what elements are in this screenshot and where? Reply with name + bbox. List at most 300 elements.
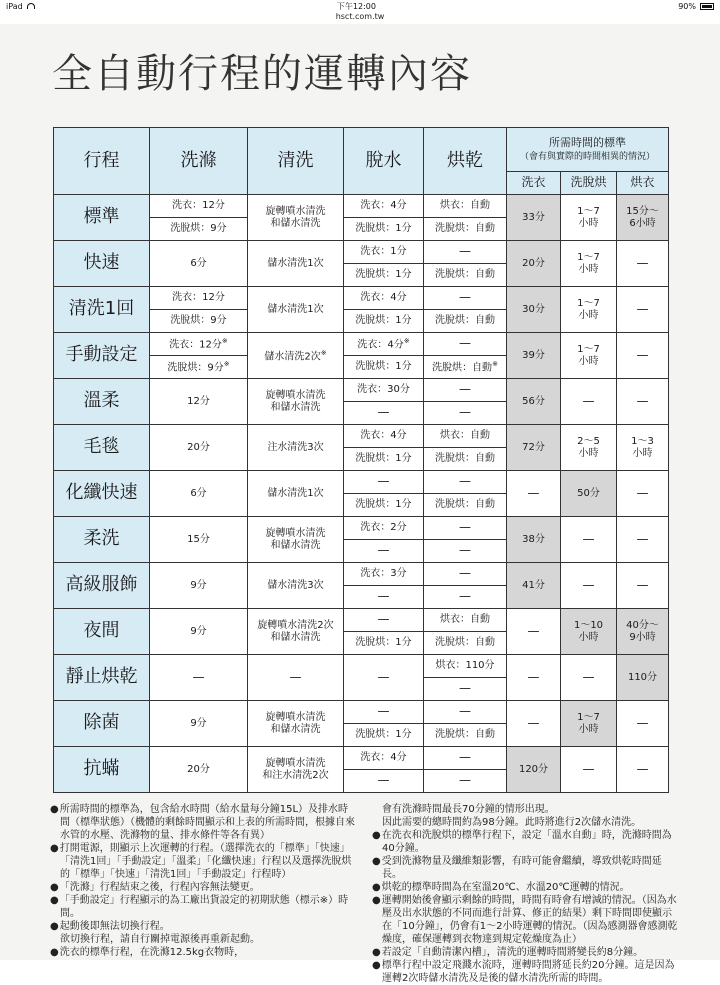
time-value: —: [527, 669, 540, 684]
wash-cell: [150, 655, 248, 701]
dry-cell: —: [424, 586, 507, 609]
t-washdry-cell: [561, 517, 617, 563]
wash-cell: [150, 333, 248, 356]
dry-cell: [424, 264, 507, 287]
spin-cell: [344, 264, 424, 287]
rinse-text: 旋轉噴水清洗 和儲水清洗: [265, 206, 326, 229]
rinse-cell: [248, 287, 344, 333]
rinse-cell: [248, 701, 344, 747]
time-value: 1～7 小時: [577, 252, 600, 275]
program-name: 標準: [54, 195, 150, 241]
dry-cell: —: [424, 701, 507, 724]
rinse-text: 旋轉噴水清洗 和儲水清洗: [265, 528, 326, 551]
time-value: —: [636, 347, 649, 362]
header-time-group: [507, 128, 669, 172]
header-time-note: （會有與實際的時間相異的情況）: [519, 151, 655, 162]
program-name: 高級服飾: [54, 563, 150, 609]
cell-key: 洗脫烘: [355, 269, 386, 281]
cell-value: ：9分: [200, 315, 227, 327]
rinse-text: 旋轉噴水清洗2次 和儲水清洗: [257, 620, 334, 643]
cell-value: ：110分: [455, 660, 495, 672]
header-t-wash: 洗衣: [507, 172, 561, 195]
cell-key: 洗衣: [360, 568, 381, 580]
t-washdry-cell: [561, 747, 617, 793]
header-program: 行程: [54, 128, 150, 195]
cell-value: ：30分: [377, 384, 410, 396]
table-row: [54, 563, 669, 586]
t-wash-cell: [507, 333, 561, 379]
time-value: 1～7 小時: [577, 344, 600, 367]
rinse-cell: [248, 241, 344, 287]
note-item: 欲切換行程，請自行關掉電源後再重新起動。: [60, 934, 260, 945]
time-value: —: [636, 715, 649, 730]
table-row: [54, 333, 669, 356]
time-value: —: [636, 255, 649, 270]
dry-cell: [424, 655, 507, 678]
table-row: [54, 471, 669, 494]
time-value: 33分: [522, 211, 545, 223]
cell-key: 洗脫烘: [435, 499, 465, 511]
time-value: —: [636, 393, 649, 408]
t-washdry-cell: [561, 609, 617, 655]
cell-key: 洗脫烘: [435, 223, 465, 235]
cell-key: 烘衣: [435, 660, 456, 672]
spin-cell: [344, 655, 424, 701]
t-washdry-cell: [561, 333, 617, 379]
time-value: —: [582, 761, 595, 776]
t-dry-cell: [617, 517, 669, 563]
cell-value: ：12分: [189, 339, 222, 351]
program-table: [53, 127, 669, 793]
t-dry-cell: [617, 655, 669, 701]
notes-right-column: [372, 803, 680, 985]
t-dry-cell: [617, 241, 669, 287]
table-row: [54, 287, 669, 310]
time-value: —: [582, 531, 595, 546]
cell-value: ：1分: [385, 361, 412, 373]
page-title: 全自動行程的運轉內容: [52, 51, 472, 97]
header-spin: 脫水: [344, 128, 424, 195]
cell-value: ：1分: [385, 269, 412, 281]
cell-key: 洗脫烘: [435, 453, 465, 465]
dry-cell: [424, 218, 507, 241]
wash-text: 6分: [190, 487, 207, 499]
spin-cell: [344, 448, 424, 471]
time-value: —: [636, 577, 649, 592]
cell-value: ：自動: [465, 729, 495, 741]
cell-key: 烘衣: [440, 614, 460, 626]
spin-cell: [344, 747, 424, 770]
spin-cell: [344, 724, 424, 747]
wash-cell: [150, 517, 248, 563]
time-value: —: [582, 577, 595, 592]
rinse-text: 儲水清洗1次: [267, 303, 324, 315]
t-dry-cell: [617, 609, 669, 655]
dry-cell: —: [424, 747, 507, 770]
header-rinse: 清洗: [248, 128, 344, 195]
wash-text: 6分: [190, 257, 207, 269]
note-item: ● 所需時間的標準為，包含給水時間（給水量每分鐘15L）及排水時間（標準狀態）（機體的剩餘時間顯示和上表的所需時間，根據自來水管的水壓、洗滌物的量、排水條件等各有異）: [50, 803, 358, 842]
note-item: ● 受到洗滌物量及纖維類影響，有時可能會繼續，導致烘乾時間延長。: [372, 855, 680, 881]
table-row: [54, 609, 669, 632]
time-value: 1～7 小時: [577, 298, 600, 321]
t-washdry-cell: [561, 241, 617, 287]
cell-value: ：自動: [465, 315, 495, 327]
wash-cell: [150, 425, 248, 471]
cell-value: ：自動: [460, 614, 490, 626]
t-wash-cell: [507, 471, 561, 517]
dry-cell: —: [424, 563, 507, 586]
cell-key: 洗脫烘: [355, 729, 386, 741]
table-row: [54, 241, 669, 264]
cell-value: ：9分: [197, 362, 224, 374]
cell-key: 洗脫烘: [435, 637, 465, 649]
cell-value: ：自動: [460, 200, 490, 212]
cell-key: 洗衣: [360, 292, 381, 304]
cell-key: 烘衣: [440, 430, 460, 442]
note-mark: ※: [221, 337, 228, 346]
header-wash: 洗滌: [150, 128, 248, 195]
wash-cell: [150, 241, 248, 287]
t-washdry-cell: [561, 195, 617, 241]
spin-cell: —: [344, 609, 424, 632]
cell-value: ：4分: [380, 752, 407, 764]
cell-key: 烘衣: [440, 200, 460, 212]
cell-value: ：3分: [380, 568, 407, 580]
note-mark: ※: [320, 348, 327, 357]
cell-value: ：12分: [192, 292, 225, 304]
program-name: 溫柔: [54, 379, 150, 425]
header-time-title: 所需時間的標準: [549, 135, 626, 149]
cell-key: 洗衣: [172, 200, 193, 212]
time-value: 30分: [522, 303, 545, 315]
spin-cell: —: [344, 586, 424, 609]
dry-cell: [424, 632, 507, 655]
cell-value: ：4分: [380, 292, 407, 304]
rinse-text: 旋轉噴水清洗 和儲水清洗: [265, 390, 326, 413]
cell-value: ：1分: [380, 246, 407, 258]
dry-cell: [424, 356, 507, 379]
spin-cell: —: [344, 701, 424, 724]
spin-cell: —: [344, 471, 424, 494]
rinse-text: —: [289, 669, 302, 684]
rinse-text: 旋轉噴水清洗 和注水清洗2次: [262, 758, 329, 781]
spin-cell: [344, 517, 424, 540]
time-value: 56分: [522, 395, 545, 407]
table-row: [54, 425, 669, 448]
wash-cell: [150, 747, 248, 793]
t-wash-cell: [507, 379, 561, 425]
wash-text: —: [192, 669, 205, 684]
t-washdry-cell: [561, 425, 617, 471]
wash-text: 20分: [187, 441, 210, 453]
wash-cell: [150, 471, 248, 517]
url-text: hsct.com.tw: [335, 12, 385, 21]
dry-cell: [424, 310, 507, 333]
cell-value: ：1分: [385, 499, 412, 511]
wash-cell: [150, 379, 248, 425]
t-washdry-cell: [561, 701, 617, 747]
time-value: —: [636, 761, 649, 776]
time-value: 40分～ 9小時: [626, 620, 659, 643]
dry-cell: [424, 494, 507, 517]
rinse-text: 儲水清洗1次: [267, 487, 324, 499]
rinse-text: 旋轉噴水清洗 和儲水清洗: [265, 712, 326, 735]
table-row: [54, 701, 669, 724]
spin-cell: [344, 333, 424, 356]
wash-text: 9分: [190, 717, 207, 729]
note-item: ● 「手動設定」行程顯示的為工廠出貨設定的初期狀態（標示※）時間。: [50, 894, 358, 920]
time-value: 110分: [627, 671, 658, 683]
battery-icon: [700, 3, 714, 10]
note-item: ● 「洗滌」行程結束之後，行程內容無法變更。: [50, 881, 358, 894]
spin-cell: —: [344, 540, 424, 563]
t-washdry-cell: [561, 563, 617, 609]
time-value: 1～7 小時: [577, 712, 600, 735]
time-value: 20分: [522, 257, 545, 269]
note-item: 因此需要的總時間約為98分鐘。此時將進行2次儲水清洗。: [382, 817, 642, 828]
note-item: ● 打開電源，則顯示上次運轉的行程。（選擇洗衣的「標準」「快速」「清洗1回」「手動設定」「溫柔」「化纖快速」行程以及選擇洗脫烘的「標準」「快速」「清洗1回」「手動設定」行程時）: [50, 842, 358, 881]
wash-text: 12分: [187, 395, 210, 407]
dry-cell: [424, 425, 507, 448]
dry-cell: [424, 609, 507, 632]
cell-key: 洗脫烘: [435, 729, 465, 741]
table-row: [54, 517, 669, 540]
cell-value: ：2分: [380, 522, 407, 534]
wash-text: 9分: [190, 625, 207, 637]
spin-cell: [344, 563, 424, 586]
t-wash-cell: [507, 655, 561, 701]
dry-cell: —: [424, 770, 507, 793]
spin-cell: [344, 425, 424, 448]
cell-key: 洗脫烘: [355, 637, 386, 649]
cell-key: 洗脫烘: [167, 362, 198, 374]
program-name: 除菌: [54, 701, 150, 747]
spin-cell: [344, 379, 424, 402]
spin-cell: —: [344, 402, 424, 425]
cell-value: ：自動: [465, 453, 495, 465]
dry-cell: —: [424, 379, 507, 402]
table-row: [54, 195, 669, 218]
header-dry: 烘乾: [424, 128, 507, 195]
t-dry-cell: [617, 747, 669, 793]
cell-key: 洗衣: [357, 384, 378, 396]
cell-value: ：9分: [200, 223, 227, 235]
dry-cell: [424, 195, 507, 218]
time-value: —: [527, 623, 540, 638]
program-name: 靜止烘乾: [54, 655, 150, 701]
dry-cell: [424, 448, 507, 471]
wash-cell: [150, 701, 248, 747]
table-row: [54, 655, 669, 678]
note-mark: ※: [403, 337, 410, 346]
t-dry-cell: [617, 563, 669, 609]
t-wash-cell: [507, 241, 561, 287]
wash-cell: [150, 563, 248, 609]
spin-cell: [344, 195, 424, 218]
cell-key: 洗衣: [360, 522, 381, 534]
t-washdry-cell: [561, 287, 617, 333]
rinse-cell: [248, 609, 344, 655]
time-value: 1～7 小時: [577, 206, 600, 229]
cell-key: 洗衣: [169, 339, 190, 351]
rinse-cell: [248, 517, 344, 563]
t-washdry-cell: [561, 379, 617, 425]
wash-cell: [150, 356, 248, 379]
rinse-cell: [248, 333, 344, 379]
cell-value: ：4分: [380, 200, 407, 212]
cell-key: 洗脫烘: [355, 499, 386, 511]
note-mark: ※: [223, 360, 230, 369]
dry-cell: —: [424, 402, 507, 425]
cell-value: ：1分: [385, 223, 412, 235]
rinse-cell: [248, 425, 344, 471]
rinse-text: 注水清洗3次: [267, 441, 324, 453]
spin-cell: [344, 494, 424, 517]
program-name: 清洗1回: [54, 287, 150, 333]
t-dry-cell: [617, 471, 669, 517]
time-value: 1～3 小時: [631, 436, 654, 459]
cell-key: 洗脫烘: [432, 362, 463, 374]
cell-value: ：1分: [385, 453, 412, 465]
t-wash-cell: [507, 609, 561, 655]
t-wash-cell: [507, 195, 561, 241]
header-t-washdry: 洗脫烘: [561, 172, 617, 195]
cell-key: 洗脫烘: [170, 315, 201, 327]
rinse-text: 儲水清洗3次: [267, 579, 324, 591]
url-bar[interactable]: [0, 12, 720, 24]
status-bar: [0, 0, 720, 12]
rinse-cell: [248, 195, 344, 241]
dry-cell: [424, 724, 507, 747]
cell-key: 洗脫烘: [435, 269, 465, 281]
note-item: ● 洗衣的標準行程，在洗滌12.5kg衣物時，: [50, 946, 358, 959]
program-name: 手動設定: [54, 333, 150, 379]
rinse-text: 儲水清洗1次: [267, 257, 324, 269]
cell-value: ：1分: [385, 637, 412, 649]
cell-key: 洗衣: [360, 752, 381, 764]
dry-cell: —: [424, 517, 507, 540]
cell-key: 洗衣: [360, 200, 381, 212]
program-name: 夜間: [54, 609, 150, 655]
wash-cell: [150, 609, 248, 655]
rinse-cell: [248, 655, 344, 701]
table-row: [54, 747, 669, 770]
t-dry-cell: [617, 379, 669, 425]
time-value: —: [636, 531, 649, 546]
dry-cell: —: [424, 333, 507, 356]
t-wash-cell: [507, 563, 561, 609]
rinse-text: 儲水清洗2次: [264, 350, 321, 362]
cell-value: ：自動: [462, 362, 493, 374]
cell-value: ：自動: [465, 499, 495, 511]
cell-value: ：1分: [385, 729, 412, 741]
time-value: 120分: [518, 763, 549, 775]
spin-cell: [344, 356, 424, 379]
time-value: 72分: [522, 441, 545, 453]
spin-cell: [344, 241, 424, 264]
cell-key: 洗脫烘: [355, 453, 386, 465]
cell-value: ：自動: [460, 430, 490, 442]
t-wash-cell: [507, 701, 561, 747]
cell-value: ：4分: [377, 339, 404, 351]
time-value: 39分: [522, 349, 545, 361]
cell-value: ：自動: [465, 637, 495, 649]
cell-value: ：12分: [192, 200, 225, 212]
time-value: 2～5 小時: [577, 436, 600, 459]
time-value: 41分: [522, 579, 545, 591]
t-wash-cell: [507, 517, 561, 563]
program-name: 抗蟎: [54, 747, 150, 793]
cell-key: 洗脫烘: [355, 223, 386, 235]
rinse-cell: [248, 563, 344, 609]
t-washdry-cell: [561, 471, 617, 517]
t-dry-cell: [617, 425, 669, 471]
program-name: 化纖快速: [54, 471, 150, 517]
dry-cell: —: [424, 678, 507, 701]
notes: [50, 803, 680, 985]
t-washdry-cell: [561, 655, 617, 701]
cell-key: 洗脫烘: [435, 315, 465, 327]
device-label: iPad: [6, 1, 23, 11]
note-item: ● 烘乾的標準時間為在室溫20℃、水溫20℃運轉的情況。: [372, 881, 680, 894]
cell-value: ：1分: [385, 315, 412, 327]
cell-value: ：自動: [465, 269, 495, 281]
note-item: ● 標準行程中設定飛濺水流時，運轉時間將延長約20分鐘。這是因為運轉2次時儲水清洗及是後的儲水清洗所需的時間。: [372, 959, 680, 985]
time-value: —: [636, 485, 649, 500]
status-time: 下午12:00: [336, 1, 376, 11]
table-row: [54, 379, 669, 402]
wash-cell: [150, 218, 248, 241]
t-wash-cell: [507, 425, 561, 471]
wash-cell: [150, 195, 248, 218]
time-value: —: [527, 715, 540, 730]
t-dry-cell: [617, 701, 669, 747]
note-item: ● 在洗衣和洗脫烘的標準行程下，設定「溫水自動」時，洗滌時間為40分鐘。: [372, 829, 680, 855]
program-name: 毛毯: [54, 425, 150, 471]
wash-cell: [150, 287, 248, 310]
note-item: ● 起動後即無法切換行程。: [50, 920, 358, 933]
wash-text: 15分: [187, 533, 210, 545]
time-value: 38分: [522, 533, 545, 545]
spin-cell: [344, 287, 424, 310]
document-page: [0, 24, 720, 984]
battery-percent: 90%: [678, 1, 696, 11]
t-wash-cell: [507, 287, 561, 333]
rinse-cell: [248, 471, 344, 517]
spin-cell: —: [344, 770, 424, 793]
t-dry-cell: [617, 333, 669, 379]
time-value: 50分: [577, 487, 600, 499]
note-item: ● 運轉開始後會顯示剩餘的時間，時間有時會有增減的情況。（因為水壓及出水狀態的不同而進行計算、修正的結果）剩下時間即使顯示在「10分鐘」，仍會有1～2小時運轉的情況。（因為感測器會感測乾燥度，確保運轉到衣物達到規定乾燥度為止）: [372, 894, 680, 946]
t-dry-cell: [617, 195, 669, 241]
t-wash-cell: [507, 747, 561, 793]
notes-left-column: [50, 803, 358, 985]
wash-cell: [150, 310, 248, 333]
time-value: —: [636, 301, 649, 316]
cell-value: ：4分: [380, 430, 407, 442]
time-value: 15分～ 6小時: [626, 206, 659, 229]
program-name: 柔洗: [54, 517, 150, 563]
dry-cell: —: [424, 287, 507, 310]
wifi-icon: [27, 3, 35, 9]
cell-key: 洗脫烘: [355, 315, 386, 327]
note-item: ● 若設定「自動清潔內槽」，清洗的運轉時間將變長約8分鐘。: [372, 946, 680, 959]
spin-text: —: [377, 669, 390, 684]
dry-cell: —: [424, 540, 507, 563]
spin-cell: [344, 632, 424, 655]
cell-key: 洗衣: [360, 246, 381, 258]
